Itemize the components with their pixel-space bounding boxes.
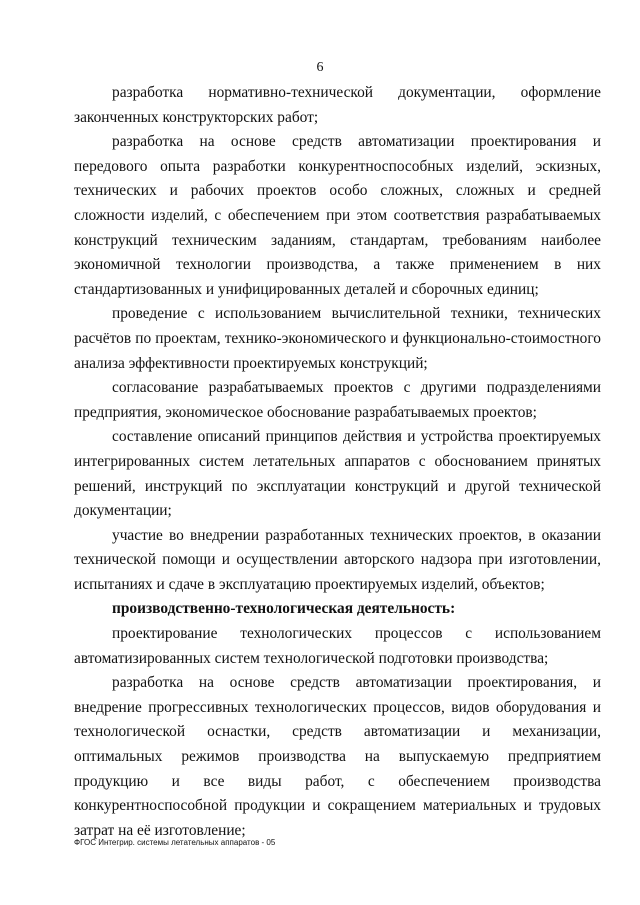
paragraph: разработка на основе средств автоматизации проектирования, и внедрение прогрессивных технологических процессов, видов оборудования и технологической оснастки, средств автоматизации и механизации, оптимальных режимов производства на выпускаемую предприятием продукцию и все виды работ, с обеспечением производства конкурентноспособной продукции и сокращением материальных и трудовых затрат на её изготовление;	[74, 674, 601, 839]
paragraph: разработка нормативно-технической документации, оформление законченных конструкторских работ;	[74, 84, 601, 126]
document-body	[74, 81, 601, 843]
paragraph: составление описаний принципов действия и устройства проектируемых интегрированных систем летательных аппаратов с обоснованием принятых решений, инструкций по эксплуатации конструкций и другой технической документации;	[74, 428, 601, 520]
section-heading: производственно-технологическая деятельность:	[112, 600, 456, 618]
paragraph: участие во внедрении разработанных технических проектов, в оказании технической помощи и осуществлении авторского надзора при изготовлении, испытаниях и сдаче в эксплуатацию проектируемых изделий, объектов;	[74, 526, 601, 593]
paragraph: разработка на основе средств автоматизации проектирования и передового опыта разработки конкурентноспособных изделий, эскизных, технических и рабочих проектов особо сложных, сложных и средней сложности изделий, с обеспечением при этом соответствия разрабатываемых конструкций техническим заданиям, стандартам, требованиям наиболее экономичной технологии производства, а также применением в них стандартизованных и унифицированных деталей и сборочных единиц;	[74, 133, 601, 298]
paragraph: проведение с использованием вычислительной техники, технических расчётов по проектам, технико-экономического и функционально-стоимостного анализа эффективности проектируемых конструкций;	[74, 305, 601, 372]
paragraph: согласование разрабатываемых проектов с другими подразделениями предприятия, экономическое обоснование разрабатываемых проектов;	[74, 379, 601, 421]
paragraph: проектирование технологических процессов с использованием автоматизированных систем технологической подготовки производства;	[74, 625, 601, 667]
footer-note: ФГОС Интегрир. системы летательных аппаратов - 05	[74, 838, 276, 847]
page-number: 6	[316, 60, 324, 75]
